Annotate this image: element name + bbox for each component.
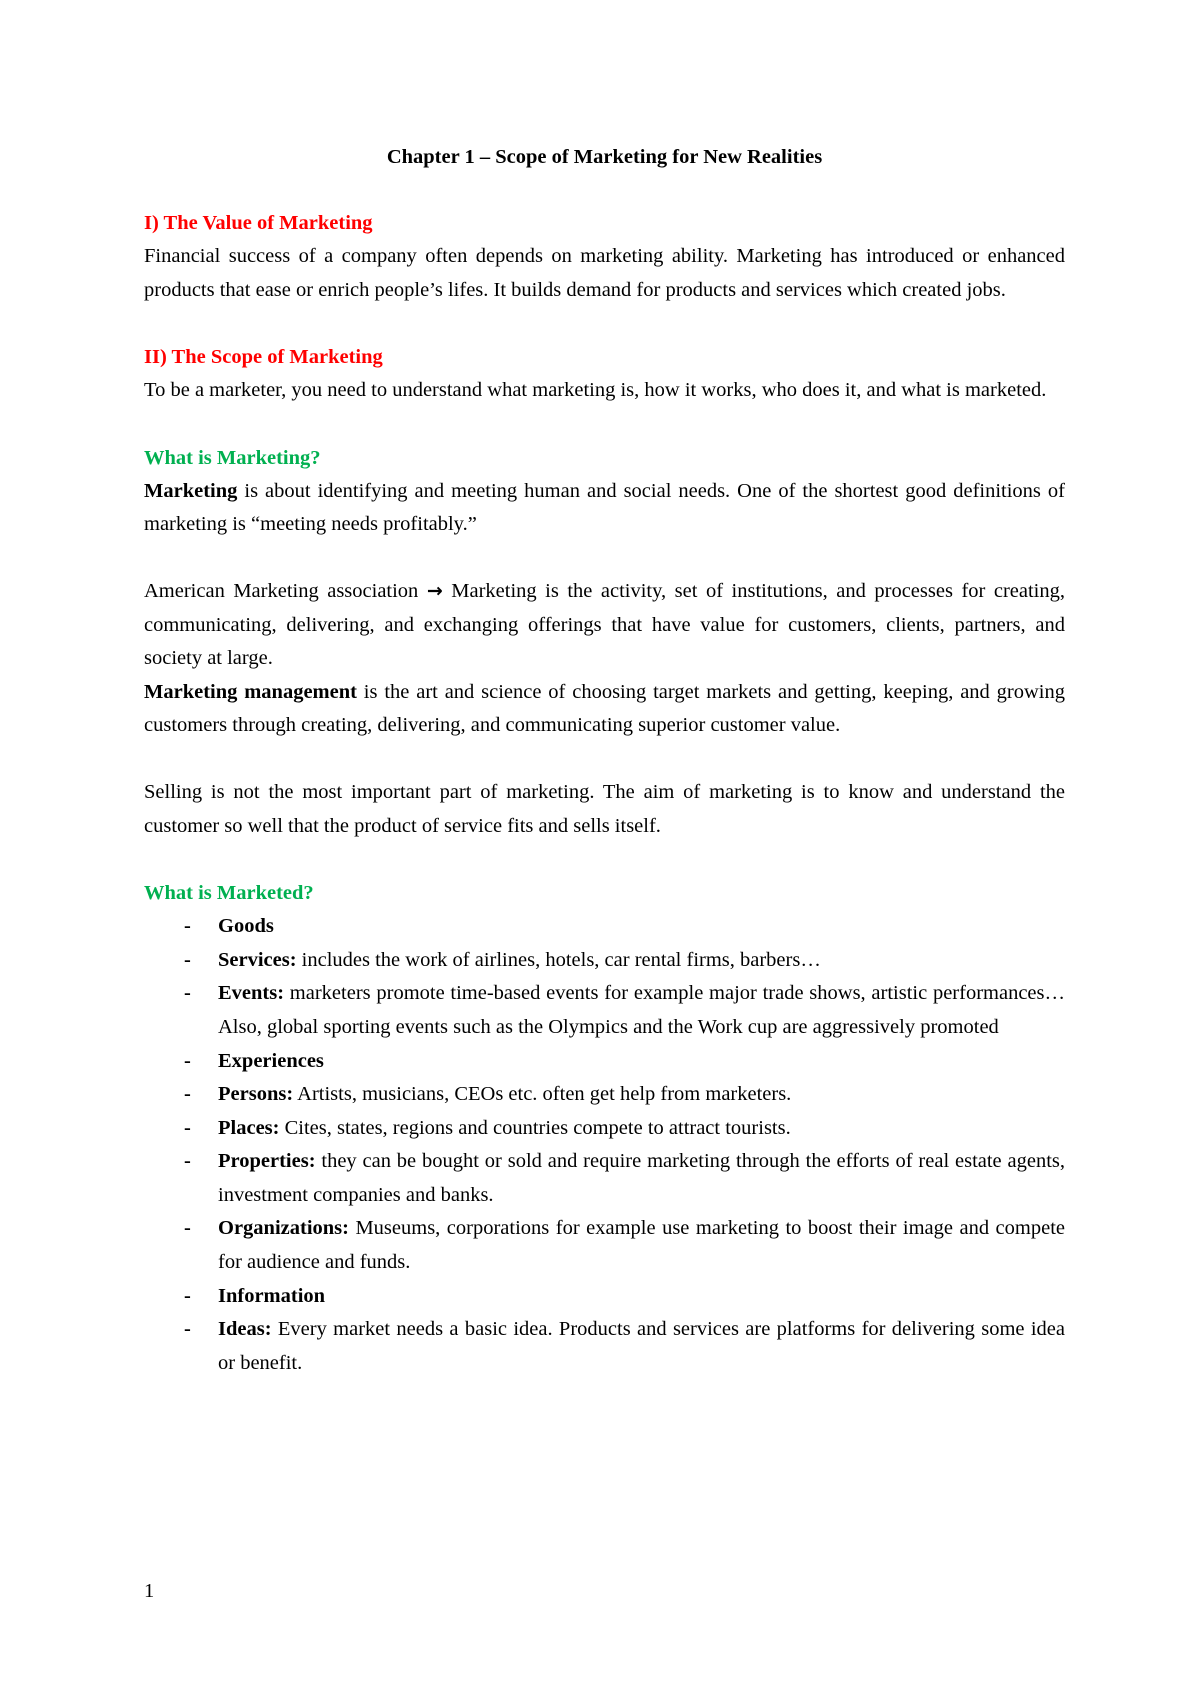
paragraph-ama-definition <box>144 575 1065 676</box>
list-item-term: Events: <box>218 982 285 1005</box>
list-item-term: Places: <box>218 1116 280 1139</box>
list-item-events <box>144 977 1065 1044</box>
list-item-goods <box>144 910 1065 944</box>
chapter-title: Chapter 1 – Scope of Marketing for New Realities <box>386 146 823 168</box>
bullet-dash: - <box>184 982 191 1005</box>
paragraph-selling: Selling is not the most important part of marketing. The aim of marketing is to know and understand the customer so well that the product of service fits and sells itself. <box>144 780 1065 837</box>
section-heading-value-of-marketing: I) The Value of Marketing <box>144 212 373 234</box>
list-item-term: Ideas: <box>218 1318 272 1341</box>
subheading-what-is-marketed: What is Marketed? <box>144 882 314 905</box>
right-arrow-icon: → <box>426 579 443 602</box>
list-item-text: Artists, musicians, CEOs etc. often get help from marketers. <box>293 1083 792 1106</box>
ama-definition-text: Marketing is the activity, set of institutions, and processes for creating, communicating, delivering, and exchanging offerings that have value for customers, clients, partners, and society at large. <box>144 579 1065 670</box>
bullet-dash: - <box>184 915 191 938</box>
list-item-properties <box>144 1145 1065 1212</box>
list-item-places <box>144 1112 1065 1146</box>
page-number: 1 <box>144 1580 155 1602</box>
marketed-entities-list <box>144 910 1065 1380</box>
spacer <box>144 843 1065 876</box>
bullet-dash: - <box>184 1049 191 1072</box>
list-item-term: Persons: <box>218 1083 294 1106</box>
paragraph-value-of-marketing: Financial success of a company often depends on marketing ability. Marketing has introduced or enhanced products that ease or enrich people’s lifes. It builds demand for products and services which created jobs. <box>144 245 1065 301</box>
list-item-term: Properties: <box>218 1150 316 1173</box>
paragraph-scope-of-marketing: To be a marketer, you need to understand what marketing is, how it works, who does it, and what is marketed. <box>144 379 1047 402</box>
spacer <box>144 408 1065 441</box>
list-item-information <box>144 1280 1065 1314</box>
bullet-dash: - <box>184 1083 191 1106</box>
paragraph-marketing-management <box>144 676 1065 743</box>
spacer <box>144 743 1065 776</box>
list-item-text: includes the work of airlines, hotels, car rental firms, barbers… <box>296 948 821 971</box>
spacer <box>144 542 1065 575</box>
bullet-dash: - <box>184 1284 191 1307</box>
bullet-dash: - <box>184 1217 191 1240</box>
list-item-text: they can be bought or sold and require marketing through the efforts of real estate agents, investment companies and banks. <box>218 1150 1065 1206</box>
list-item-text: Cites, states, regions and countries compete to attract tourists. <box>279 1116 791 1139</box>
list-item-term: Organizations: <box>218 1217 349 1240</box>
list-item-text: marketers promote time-based events for example major trade shows, artistic performances… Also, global sporting events such as the Olympics and the Work cup are aggressively promoted <box>218 982 1065 1038</box>
term-marketing-management: Marketing management <box>144 680 357 703</box>
page-content <box>144 140 1065 1380</box>
bullet-dash: - <box>184 1150 191 1173</box>
list-item-term: Goods <box>218 915 274 938</box>
list-item-ideas <box>144 1313 1065 1380</box>
ama-lead-text: American Marketing association <box>144 579 427 602</box>
list-item-text: Museums, corporations for example use marketing to boost their image and compete for audience and funds. <box>218 1217 1065 1274</box>
bullet-dash: - <box>184 948 191 971</box>
list-item-term: Information <box>218 1284 326 1307</box>
marketing-management-text: is the art and science of choosing target markets and getting, keeping, and growing customers through creating, delivering, and communicating superior customer value. <box>144 680 1065 737</box>
term-marketing: Marketing <box>144 479 238 502</box>
list-item-text: Every market needs a basic idea. Products and services are platforms for delivering some idea or benefit. <box>218 1318 1065 1374</box>
list-item-persons <box>144 1078 1065 1112</box>
list-item-services <box>144 944 1065 978</box>
marketing-definition-text: is about identifying and meeting human and social needs. One of the shortest good definitions of marketing is “meeting needs profitably.” <box>144 479 1065 536</box>
bullet-dash: - <box>184 1318 191 1341</box>
bullet-dash: - <box>184 1116 191 1139</box>
subheading-what-is-marketing: What is Marketing? <box>144 446 321 469</box>
spacer <box>144 307 1065 340</box>
list-item-experiences <box>144 1045 1065 1079</box>
list-item-organizations <box>144 1212 1065 1279</box>
list-item-term: Services: <box>218 948 297 971</box>
list-item-term: Experiences <box>218 1049 324 1072</box>
section-heading-scope-of-marketing: II) The Scope of Marketing <box>144 346 383 369</box>
paragraph-marketing-definition <box>144 475 1065 542</box>
